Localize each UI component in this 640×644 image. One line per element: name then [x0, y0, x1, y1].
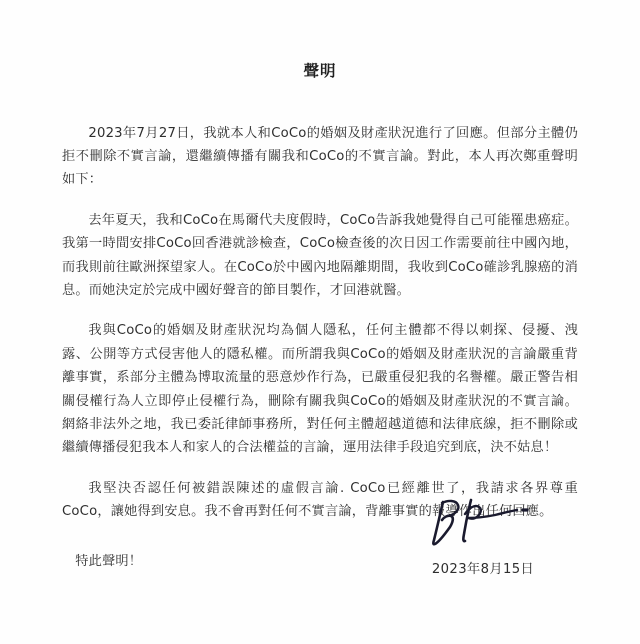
statement-closing-line: 特此聲明！	[75, 553, 143, 569]
statement-paragraph-4: 我堅決否認任何被錯誤陳述的虛假言論. CoCo已經離世了，我請求各界尊重CoCo，讓她得到安息。我不會再對任何不實言論，背離事實的報導作出任何回應。	[62, 480, 578, 520]
signature-block	[388, 494, 578, 577]
handwritten-signature-icon	[388, 494, 578, 550]
statement-paragraph-3: 我與CoCo的婚姻及財產狀況均為個人隱私，任何主體都不得以刺探、侵擾、洩露、公開等方式侵害他人的隱私權。而所謂我與CoCo的婚姻及財產狀況的言論嚴重背離事實，系部分主體為博取流量的惡意炒作行為，已嚴重侵犯我的名譽權。嚴正警告相關侵權行為人立即停止侵權行為，刪除有關我與CoCo的婚姻及財產狀況的不實言論。網絡非法外之地，我已委託律師事務所，對任何主體超越道德和法律底線，拒不刪除或繼續傳播侵犯我本人和家人的合法權益的言論，運用法律手段追究到底，決不姑息！	[62, 323, 578, 456]
statement-paragraph-2: 去年夏天，我和CoCo在馬爾代夫度假時，CoCo告訴我她覺得自己可能罹患癌症。我第一時間安排CoCo回香港就診檢查，CoCo檢查後的次日因工作需要前往中國內地，而我則前往歐洲探望家人。在CoCo於中國內地隔離期間，我收到CoCo確診乳腺癌的消息。而她決定於完成中國好聲音的節目製作，才回港就醫。	[62, 212, 578, 298]
statement-paragraph-1: 2023年7月27日，我就本人和CoCo的婚姻及財產狀況進行了回應。但部分主體仍拒不刪除不實言論，還繼續傳播有關我和CoCo的不實言論。對此，本人再次鄭重聲明如下：	[62, 125, 578, 188]
signature-date: 2023年8月15日	[431, 562, 535, 577]
page-title: 聲明	[303, 62, 337, 80]
